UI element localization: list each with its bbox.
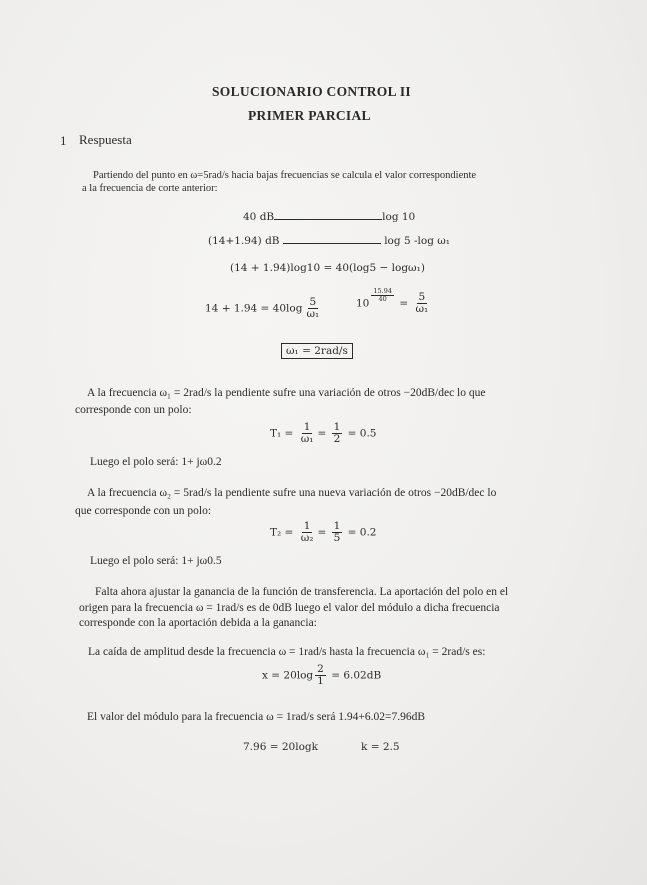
proportion-row-2-right: log 5 -log ω₁ <box>384 235 451 247</box>
para4-equation <box>262 664 381 687</box>
document-title: SOLUCIONARIO CONTROL II <box>212 84 411 99</box>
para1-pole: Luego el polo será: 1+ jω0.2 <box>90 456 222 468</box>
fraction-denominator: ω₁ <box>300 433 314 446</box>
section-label: Respuesta <box>79 132 132 147</box>
para2-line-2: que corresponde con un polo: <box>75 505 212 517</box>
fraction-numerator: 1 <box>333 421 341 433</box>
fraction-numerator: 5 <box>309 296 317 308</box>
fraction-numerator: 5 <box>418 291 426 303</box>
fraction-numerator: 1 <box>303 421 311 433</box>
equation-1: (14 + 1.94)log10 = 40(log5 − logω₁) <box>230 262 425 274</box>
intro-line-1: Partiendo del punto en ω=5rad/s hacia bajas frecuencias se calcula el valor correspondiente <box>93 170 477 181</box>
t1-lhs: T₁ = <box>270 427 294 440</box>
para5-equation-1: 7.96 = 20logk <box>243 741 318 753</box>
para5-equation-2: k = 2.5 <box>361 741 400 753</box>
fraction <box>332 422 343 445</box>
t2-lhs: T₂ = <box>270 526 294 539</box>
proportion-row-1-left: 40 dB <box>243 211 275 223</box>
document-subtitle: PRIMER PARCIAL <box>248 108 371 123</box>
fraction-denominator: ω₂ <box>300 532 314 545</box>
fraction-denominator: 2 <box>333 433 341 446</box>
t1-result: = 0.5 <box>347 427 377 440</box>
exponent-numerator: 15.94 <box>373 287 392 295</box>
fraction-denominator: 1 <box>317 675 324 688</box>
para4-line-1: La caída de amplitud desde la frecuencia ω = 1rad/s hasta la frecuencia ω₁ = 2rad/s es: <box>88 646 486 658</box>
equals-sign: = <box>399 297 409 310</box>
equation-3 <box>356 287 432 316</box>
para3-line-2: origen para la frecuencia ω = 1rad/s es de 0dB luego el valor del módulo a dicha frecuencia <box>79 602 500 614</box>
fraction <box>299 521 316 544</box>
para5-line-1: El valor del módulo para la frecuencia ω = 1rad/s será 1.94+6.02=7.96dB <box>87 711 426 723</box>
para2-equation: T₂ = $\frac{1}{\text{ω₂}}$ = $\frac{1}{5}$ = 0.2 <box>270 520 377 545</box>
exponent-fraction <box>371 288 394 303</box>
equation-2-left: 14 + 1.94 = 40log <box>205 302 303 315</box>
intro-line-2: a la frecuencia de corte anterior: <box>82 183 218 194</box>
fraction <box>413 292 430 315</box>
x-result: = 6.02dB <box>331 669 382 682</box>
fraction-numerator: 1 <box>303 520 311 532</box>
fraction-denominator: ω₁ <box>306 308 320 321</box>
fraction-numerator: 2 <box>317 663 324 675</box>
proportion-line <box>274 211 382 220</box>
proportion-row-1 <box>243 211 415 223</box>
para2-pole: Luego el polo será: 1+ jω0.5 <box>90 555 222 567</box>
proportion-line <box>283 235 381 244</box>
para1-line-1: A la frecuencia ω₁ = 2rad/s la pendiente sufre una variación de otros −20dB/dec lo que <box>87 387 486 399</box>
t2-result: = 0.2 <box>347 526 377 539</box>
result-box: ω₁ = 2rad/s <box>281 343 353 359</box>
fraction <box>304 297 321 320</box>
para1-line-2: corresponde con un polo: <box>75 404 192 416</box>
proportion-row-2-left: (14+1.94) dB <box>208 235 280 247</box>
para1-equation: T₁ = $\frac{1}{\text{ω₁}}$ = $\frac{1}{2}$ = 0.5 <box>270 421 377 446</box>
exponent-denominator: 40 <box>378 294 387 303</box>
fraction-denominator: 5 <box>333 532 341 545</box>
fraction-numerator: 1 <box>333 520 341 532</box>
para2-line-1: A la frecuencia ω₂ = 5rad/s la pendiente sufre una nueva variación de otros −20dB/dec lo <box>87 487 497 499</box>
proportion-row-2 <box>208 235 450 247</box>
equation-3-base: 10 <box>356 297 370 310</box>
equation-2 <box>205 297 323 320</box>
section-number: 1 <box>60 133 67 148</box>
fraction <box>315 664 326 687</box>
proportion-row-1-right: log 10 <box>382 211 416 223</box>
para3-line-1: Falta ahora ajustar la ganancia de la función de transferencia. La aportación del polo en el <box>95 586 509 598</box>
fraction <box>332 521 343 544</box>
fraction <box>299 422 316 445</box>
fraction-denominator: ω₁ <box>415 303 429 316</box>
x-lhs: x = 20log <box>262 669 314 682</box>
para3-line-3: corresponde con la aportación debida a la ganancia: <box>79 617 317 629</box>
